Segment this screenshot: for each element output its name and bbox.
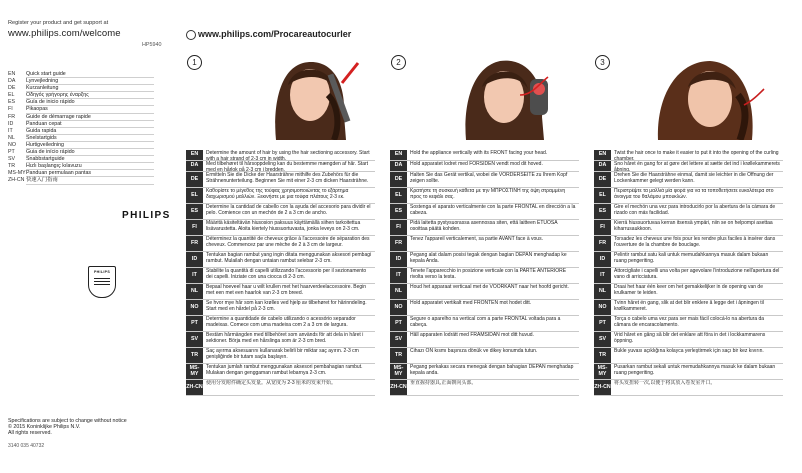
language-label: FI — [390, 220, 407, 235]
copyright-line: © 2015 Koninklijke Philips N.V. — [8, 424, 81, 431]
language-label: FR — [390, 236, 407, 251]
instruction-row — [594, 150, 783, 161]
instruction-text: Ermitteln Sie die Dicke der Haarsträhne mithilfe des Zubehörs für die Strähnenunterteilung. Beginnen Sie mit einer 2-3 cm dicken Haarsträhne. — [206, 172, 369, 184]
language-label: ES — [390, 204, 407, 219]
instruction-row — [390, 220, 579, 236]
language-label: PT — [186, 316, 203, 331]
instruction-text: Vrid håret en gång så blir det enklare att föra in det i lockkammarens öppning. — [614, 332, 766, 344]
instruction-row — [594, 188, 783, 204]
instruction-row — [186, 236, 375, 252]
guide-title: Guide de démarrage rapide — [26, 114, 154, 121]
instruction-text: Gire el mechón una vez para introducirlo por la abertura de la cámara de rizado con más facilidad. — [614, 204, 776, 216]
step-3-illustration — [648, 55, 772, 140]
instruction-row — [390, 348, 579, 364]
language-label: ID — [594, 252, 611, 267]
step-3-column — [594, 55, 783, 451]
instruction-text: Sno håret én gang for at gøre det lettere at sætte det ind i krøllekammerets åbning. — [614, 161, 780, 172]
language-label: DA — [594, 161, 611, 171]
language-label: NO — [390, 300, 407, 315]
language-label: EL — [186, 188, 203, 203]
step-2-illustration — [448, 55, 572, 140]
guide-title: Hızlı başlangıç kılavuzu — [26, 163, 154, 170]
guide-title: Panduan permulaan pantas — [26, 170, 154, 177]
instruction-text: Bukle yuvası açıklığına kolayca yerleştirmek için saçı bir kez kıvırın. — [614, 348, 764, 354]
specifications-notice — [8, 418, 127, 437]
step-number: 1 — [187, 55, 202, 70]
quick-guide-item — [8, 99, 154, 106]
language-label: IT — [594, 268, 611, 283]
philips-shield-logo — [88, 266, 116, 298]
shield-wordmark: PHILIPS — [93, 270, 111, 274]
instruction-row — [594, 236, 783, 252]
step-1-column — [186, 55, 375, 451]
language-label: ID — [186, 252, 203, 267]
language-label: NL — [186, 284, 203, 299]
language-label: DE — [390, 172, 407, 187]
instruction-row — [186, 204, 375, 220]
instruction-row — [186, 172, 375, 188]
language-code: TR — [8, 163, 16, 170]
instruction-row — [186, 252, 375, 268]
guide-title: Lynvejledning — [26, 78, 154, 85]
quick-guide-item — [8, 106, 154, 113]
instruction-text: Drehen Sie die Haarsträhne einmal, damit sie leichter in die Öffnung der Lockenkammer gelegt werden kann. — [614, 172, 774, 184]
instruction-row — [594, 332, 783, 348]
language-label: ES — [594, 204, 611, 219]
globe-icon — [186, 30, 196, 40]
instruction-text: Tentukan jumlah rambut menggunakan aksesori pembahagian rambut. Mulakan dengan genggaman rambut lebarnya 2-3 cm. — [206, 364, 363, 376]
instruction-row — [594, 220, 783, 236]
instruction-text: Pegang alat dalam posisi tegak dengan bagian DEPAN menghadap ke kepala Anda. — [410, 252, 567, 264]
language-code: ID — [8, 120, 14, 127]
language-label: MS-MY — [186, 364, 203, 379]
instruction-row — [594, 284, 783, 300]
language-label: PT — [594, 316, 611, 331]
instruction-row — [390, 161, 579, 172]
instruction-text: Bepaal hoeveel haar u wilt krullen met het haarverdeelaccessoire. Begin met een met een haarlok van 2-3 cm breed. — [206, 284, 367, 296]
language-label: SV — [186, 332, 203, 347]
instruction-row — [594, 268, 783, 284]
instruction-row — [186, 188, 375, 204]
instruction-text: Determine la cantidad de cabello con la ayuda del accesorio para dividir el pelo. Comience con un mechón de 2 a 3 cm de ancho. — [206, 204, 371, 216]
language-code: EL — [8, 92, 15, 99]
instruction-row — [186, 161, 375, 172]
language-code: FR — [8, 113, 16, 120]
instruction-text: Halten Sie das Gerät vertikal, wobei die VORDERSEITE zu Ihrem Kopf zeigen sollte. — [410, 172, 568, 184]
spec-line: Specifications are subject to change without notice — [8, 418, 127, 424]
instruction-text: Se hvor mye hår som kan krølles ved hjelp av tilbehøret for hårinndeling. Start med en hårdel på 2-3 cm. — [206, 300, 367, 312]
language-label: MS-MY — [390, 364, 407, 379]
instruction-row — [390, 252, 579, 268]
step-number: 2 — [391, 55, 406, 70]
quick-guide-item — [8, 149, 154, 156]
language-label: ES — [186, 204, 203, 219]
language-label: TR — [186, 348, 203, 363]
language-label: TR — [390, 348, 407, 363]
language-code: PT — [8, 149, 15, 156]
quick-guide-item — [8, 114, 154, 121]
language-code: EN — [8, 71, 16, 77]
language-label: FI — [594, 220, 611, 235]
language-label: FI — [186, 220, 203, 235]
language-code: DE — [8, 85, 16, 92]
instruction-row — [186, 300, 375, 316]
language-label: EN — [186, 150, 203, 160]
guide-title: Kurzanleitung — [26, 85, 154, 92]
language-label: DE — [594, 172, 611, 187]
instruction-row — [186, 150, 375, 161]
guide-title: 快速入门指南 — [26, 177, 154, 184]
language-code: NL — [8, 134, 15, 141]
rights-line: All rights reserved. — [8, 430, 52, 437]
language-label: DA — [390, 161, 407, 171]
instruction-text: Pegang perkakas secara menegak dengan bahagian DEPAN menghadap kepala anda. — [410, 364, 574, 376]
instruction-row — [186, 332, 375, 348]
language-code: MS-MY — [8, 170, 26, 177]
instruction-text: Håll apparaten lodrätt med FRAMSIDAN mot ditt huvud. — [410, 332, 534, 338]
step-1-instructions — [186, 150, 375, 396]
model-number: HP5940 — [142, 42, 162, 48]
quick-guide-item — [8, 92, 154, 99]
instruction-text: Pelintir rambut satu kali untuk memudahkannya masuk dalam bukaan ruang pengeriting. — [614, 252, 769, 264]
instruction-row — [186, 364, 375, 380]
language-label: EN — [390, 150, 407, 160]
instruction-text: Attorcigliate i capelli una volta per agevolare l'introduzione nell'apertura del vano di arricciatura. — [614, 268, 780, 280]
language-label: IT — [186, 268, 203, 283]
instruction-text: Bestäm hårmängden med tillbehöret som används för att dela in håret i sektioner. Börja med en hårslinga som är 2-3 cm bred. — [206, 332, 364, 344]
language-label: MS-MY — [594, 364, 611, 379]
instruction-row — [594, 172, 783, 188]
guide-title: Guía de inicio rápido — [26, 99, 154, 106]
quick-guide-item — [8, 71, 154, 78]
instruction-text: Καθορίστε το μέγεθος της τούφας χρησιμοποιώντας το εξάρτημα διαχωρισμού μαλλιών. Ξεκινήστε με μια τούφα πλάτους 2-3 εκ. — [206, 188, 349, 200]
instruction-text: Määritä käsiteltävän hiusosion paksuus käyttämällä siihen tarkoitettua lisävarustetta. Aloita kiertely hiussuortuvasta, jonka leveys on 2-3 cm. — [206, 220, 361, 232]
instruction-text: 将头发扭转一次,以便于将其放入卷发室开口。 — [614, 380, 716, 386]
quick-guide-item — [8, 163, 154, 170]
step-2-instructions — [390, 150, 579, 396]
instruction-text: Hold apparatet vertikalt med FRONTEN mot hodet ditt. — [410, 300, 532, 306]
quick-guide-item — [8, 177, 154, 184]
instruction-row — [390, 236, 579, 252]
instruction-text: Twist the hair once to make it easier to put it into the opening of the curling chamber. — [614, 150, 779, 161]
instruction-row — [594, 300, 783, 316]
instruction-text: Saç ayırma aksesuarını kullanarak belirli bir miktar saç ayırın. 2-3 cm genişliğinde bir tutam saçla başlayın. — [206, 348, 359, 360]
instruction-text: Sostenga el aparato verticalmente con la parte FRONTAL en dirección a la cabeza. — [410, 204, 576, 216]
brand-logo: PHILIPS — [122, 210, 171, 221]
instruction-text: Torsadez les cheveux une fois pour les rendre plus faciles à insérer dans l'ouverture de la chambre de bouclage. — [614, 236, 776, 248]
instruction-row — [390, 300, 579, 316]
language-code: DA — [8, 78, 16, 85]
instruction-row — [390, 150, 579, 161]
language-label: ZH-CN — [390, 380, 407, 395]
language-label: DE — [186, 172, 203, 187]
guide-title: Οδηγός γρήγορης έναρξης — [26, 92, 154, 99]
quick-guide-item — [8, 128, 154, 135]
instruction-text: Κρατήστε τη συσκευή κάθετα με την ΜΠΡΟΣΤΙΝΗ της όψη στραμμένη προς το κεφάλι σας. — [410, 188, 566, 200]
language-label: NO — [186, 300, 203, 315]
language-label: EL — [390, 188, 407, 203]
instruction-row — [594, 348, 783, 364]
instruction-row — [594, 364, 783, 380]
step-number: 3 — [595, 55, 610, 70]
step-2-column — [390, 55, 579, 451]
document-code: 3140 035 40732 — [8, 443, 45, 449]
language-label: SV — [594, 332, 611, 347]
instruction-text: Torça o cabelo uma vez para ser mais fácil colocá-lo na abertura da câmara de encaracolamento. — [614, 316, 765, 328]
instruction-row — [594, 252, 783, 268]
language-code: IT — [8, 127, 13, 134]
instruction-row — [390, 284, 579, 300]
guide-title: Snabbstartguide — [26, 156, 154, 163]
language-label: ID — [390, 252, 407, 267]
instruction-text: Tvinn håret én gang, slik at det blir enklere å legge det i åpningen til krøllkammeret. — [614, 300, 764, 312]
language-label: TR — [594, 348, 611, 363]
instruction-text: Determine the amount of hair by using the hair sectioning accessory. Start with a hair strand of 2-3 cm in width. — [206, 150, 370, 161]
quick-guide-item — [8, 121, 154, 128]
instruction-text: Stabilite la quantità di capelli utilizzando l'accessorio per il sezionamento dei capelli. Iniziate con una ciocca di 2-3 cm. — [206, 268, 367, 280]
instruction-row — [390, 172, 579, 188]
guide-title: Guia de início rápido — [26, 149, 154, 156]
language-label: DA — [186, 161, 203, 171]
instruction-row — [594, 380, 783, 396]
instruction-text: Tenez l'appareil verticalement, sa partie AVANT face à vous. — [410, 236, 543, 242]
language-label: NO — [594, 300, 611, 315]
language-code: ZH-CN — [8, 177, 25, 184]
language-label: SV — [390, 332, 407, 347]
instruction-row — [186, 348, 375, 364]
instruction-row — [186, 268, 375, 284]
language-label: FR — [186, 236, 203, 251]
language-label: IT — [390, 268, 407, 283]
instruction-text: Déterminez la quantité de cheveux grâce à l'accessoire de séparation des cheveux. Commencez par une mèche de 2 à 3 cm de largeur. — [206, 236, 370, 248]
instruction-row — [390, 316, 579, 332]
language-label: PT — [390, 316, 407, 331]
language-label: EL — [594, 188, 611, 203]
instruction-row — [390, 188, 579, 204]
language-label: FR — [594, 236, 611, 251]
language-code: ES — [8, 99, 16, 106]
support-url[interactable]: www.philips.com/welcome — [8, 28, 121, 39]
instruction-text: 垂直握持器具,正面朝向头部。 — [410, 380, 477, 386]
instruction-text: Determine a quantidade de cabelo utilizando o acessório separador madeixas. Comece com uma madeixa com 2 a 3 cm de largura. — [206, 316, 356, 328]
product-url[interactable]: www.philips.com/Procareautocurler — [198, 29, 352, 39]
language-label: NL — [390, 284, 407, 299]
instruction-text: Pidä laitetta pystysuorassa asennossa siten, että laitteen ETUOSA osoittaa päätä kohden. — [410, 220, 558, 232]
instruction-text: Segure o aparelho na vertical com a parte FRONTAL voltada para a cabeça. — [410, 316, 561, 328]
instruction-row — [390, 204, 579, 220]
guide-title: Hurtigveiledning — [26, 142, 154, 149]
register-text: Register your product and get support at — [8, 20, 109, 26]
instruction-text: Tentukan bagian rambut yang ingin ditata menggunakan aksesori pembagi rambut. Mulailah dengan untaian rambut selebar 2-3 cm. — [206, 252, 372, 264]
instruction-row — [390, 268, 579, 284]
quick-guide-item — [8, 142, 154, 149]
guide-title: Guida rapida — [26, 128, 154, 135]
instruction-row — [186, 316, 375, 332]
instruction-row — [186, 380, 375, 396]
instruction-text: Pusarkan rambut sekali untuk memudahkannya masuk ke dalam bukaan ruang pengeriting. — [614, 364, 776, 376]
instruction-row — [594, 204, 783, 220]
guide-title: Panduan cepat — [26, 121, 154, 128]
instruction-text: Περιστρέψτε τα μαλλιά μία φορά για να τα τοποθετήσετε ευκολότερα στο άνοιγμα του θαλάμου μπουκλών. — [614, 188, 774, 200]
language-label: ZH-CN — [186, 380, 203, 395]
instruction-row — [390, 364, 579, 380]
quick-guide-list — [8, 71, 154, 185]
quick-guide-item — [8, 156, 154, 163]
step-3-instructions — [594, 150, 783, 396]
guide-title: Pikaopas — [26, 106, 154, 113]
instruction-row — [594, 316, 783, 332]
instruction-row — [390, 380, 579, 396]
instruction-row — [390, 332, 579, 348]
instruction-text: Draai het haar één keer om het gemakkelijker in de opening van de krulkamer te leiden. — [614, 284, 763, 296]
step-1-illustration — [248, 55, 372, 140]
instruction-text: Hold apparatet lodret med FORSIDEN vendt mod dit hoved. — [410, 161, 543, 167]
instruction-text: Tenete l'apparecchio in posizione verticale con la PARTE ANTERIORE rivolta verso la testa. — [410, 268, 567, 280]
language-label: EN — [594, 150, 611, 160]
language-code: NO — [8, 141, 16, 148]
instruction-text: Med tilbehøret til hårsoppdeling kan du bestemme mængden af hår. Start med en hårlok på 2-3 cm i bredden. — [206, 161, 369, 172]
quick-guide-item — [8, 135, 154, 142]
language-code: SV — [8, 156, 16, 163]
language-label: ZH-CN — [594, 380, 611, 395]
instruction-row — [186, 220, 375, 236]
instruction-row — [186, 284, 375, 300]
language-label: NL — [594, 284, 611, 299]
instruction-text: Kierrä hiussuortuvaa kerran itsensä ympäri, niin se on helpompi asettaa kiharrusaukkoon. — [614, 220, 773, 232]
quick-guide-item — [8, 78, 154, 85]
instruction-text: Houd het apparaat verticaal met de VOORKANT naar het hoofd gericht. — [410, 284, 569, 290]
guide-title: Snelstartgids — [26, 135, 154, 142]
guide-title: Quick start guide — [26, 71, 154, 78]
instruction-text: Hold the appliance vertically with its FRONT facing your head. — [410, 150, 548, 156]
language-code: FI — [8, 106, 13, 113]
instruction-row — [594, 161, 783, 172]
instruction-text: Cihazı ÖN kısmı başınıza dönük ve dikey konumda tutun. — [410, 348, 538, 354]
instruction-text: 使用分发附件确定头发量。从宽度为 2-3 厘米的发束开始。 — [206, 380, 337, 386]
